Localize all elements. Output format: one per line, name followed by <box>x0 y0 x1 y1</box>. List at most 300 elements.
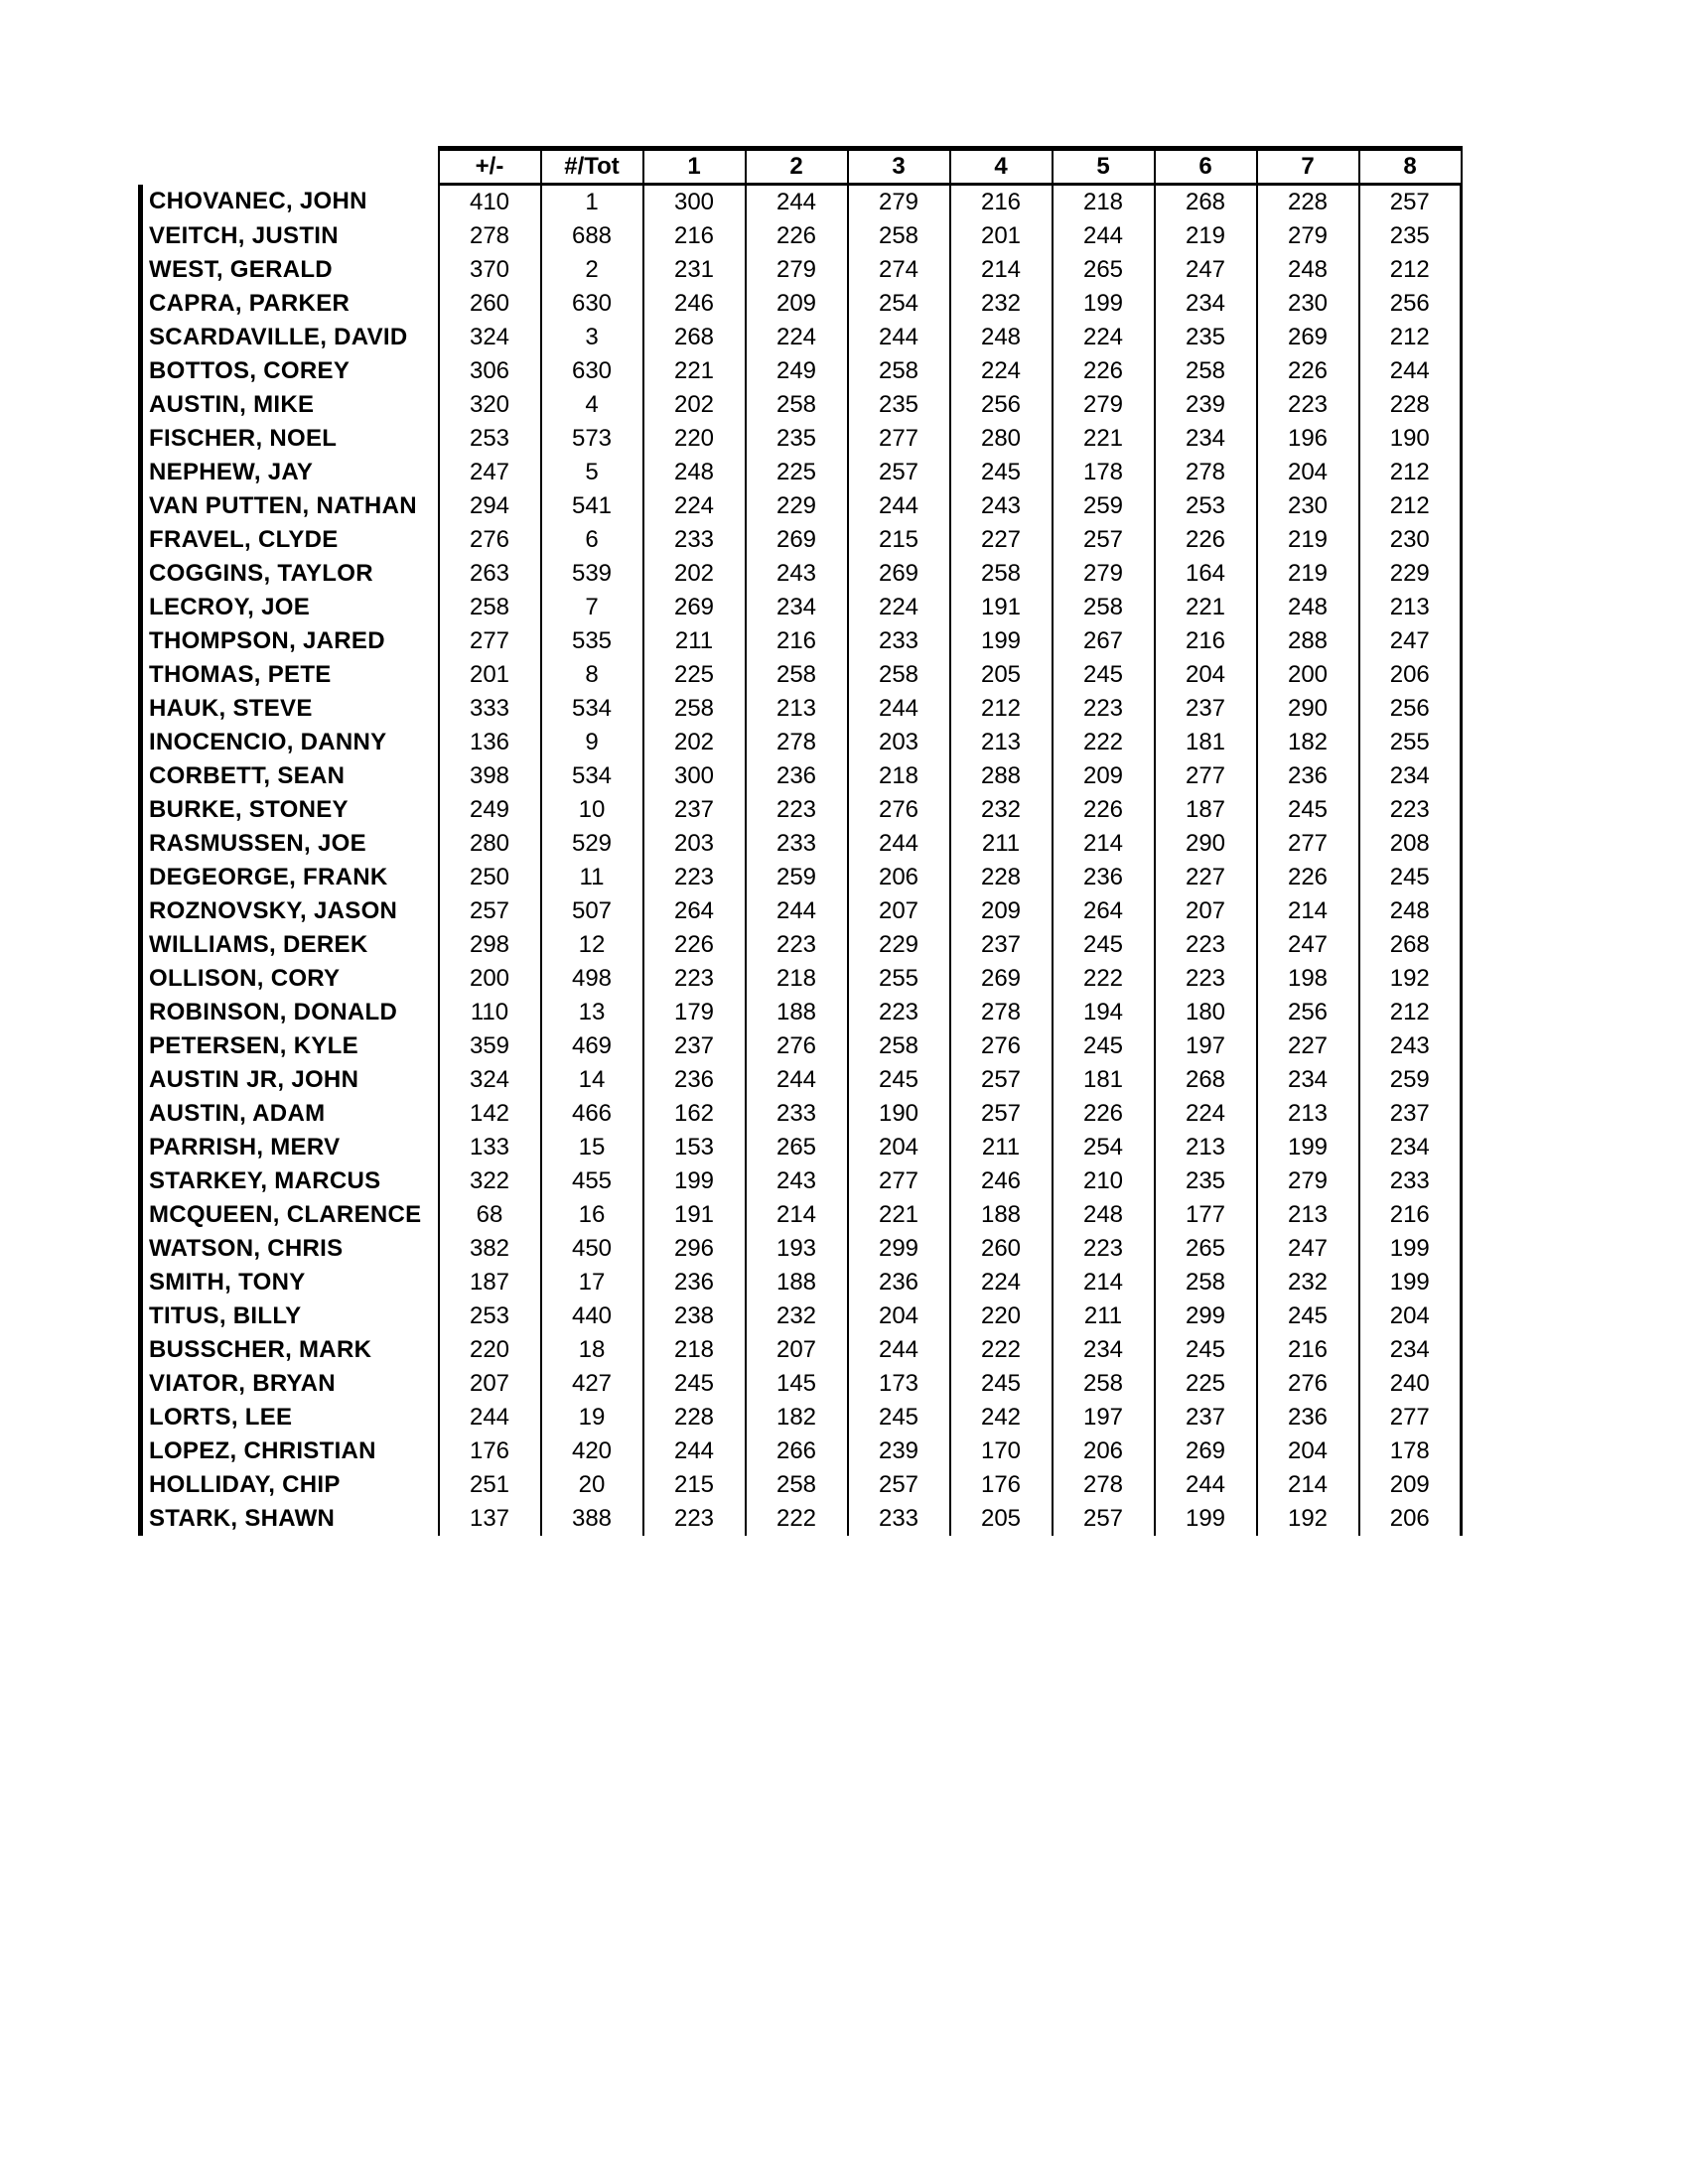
game-score-cell: 216 <box>643 219 746 253</box>
table-row <box>141 1299 1462 1333</box>
game-score-cell: 276 <box>848 793 950 827</box>
position-total-cell: 534 <box>541 759 643 793</box>
game-score-cell: 226 <box>1053 793 1155 827</box>
game-score-cell: 214 <box>1053 1266 1155 1299</box>
position-total-cell: 13 <box>541 996 643 1029</box>
game-score-cell: 256 <box>1359 692 1462 726</box>
game-score-cell: 218 <box>746 962 848 996</box>
bowler-name: THOMAS, PETE <box>141 658 439 692</box>
game-score-cell: 258 <box>1053 591 1155 624</box>
bowler-name: VEITCH, JUSTIN <box>141 219 439 253</box>
game-score-cell: 216 <box>1155 624 1257 658</box>
bowler-name: NEPHEW, JAY <box>141 456 439 489</box>
position-total-cell: 420 <box>541 1434 643 1468</box>
game-score-cell: 197 <box>1053 1401 1155 1434</box>
game-score-cell: 288 <box>1257 624 1359 658</box>
position-total-cell: 19 <box>541 1401 643 1434</box>
game-score-cell: 242 <box>950 1401 1053 1434</box>
game-score-cell: 257 <box>848 456 950 489</box>
table-row <box>141 489 1462 523</box>
table-row <box>141 1131 1462 1164</box>
game-score-cell: 199 <box>1257 1131 1359 1164</box>
game-score-cell: 213 <box>1257 1097 1359 1131</box>
bowler-name: BOTTOS, COREY <box>141 354 439 388</box>
game-score-cell: 279 <box>1053 388 1155 422</box>
game-score-cell: 265 <box>1053 253 1155 287</box>
table-row <box>141 996 1462 1029</box>
position-total-cell: 16 <box>541 1198 643 1232</box>
game-score-cell: 199 <box>1359 1266 1462 1299</box>
game-score-cell: 279 <box>848 185 950 220</box>
game-score-cell: 237 <box>643 793 746 827</box>
game-score-cell: 188 <box>746 1266 848 1299</box>
game-score-cell: 216 <box>746 624 848 658</box>
game-score-cell: 236 <box>1257 1401 1359 1434</box>
bowler-name: INOCENCIO, DANNY <box>141 726 439 759</box>
game-score-cell: 204 <box>1155 658 1257 692</box>
game-score-cell: 228 <box>950 861 1053 894</box>
game-score-cell: 207 <box>848 894 950 928</box>
game-score-cell: 279 <box>1257 219 1359 253</box>
plus-minus-cell: 207 <box>439 1367 541 1401</box>
plus-minus-cell: 277 <box>439 624 541 658</box>
table-row <box>141 557 1462 591</box>
bowler-name: RASMUSSEN, JOE <box>141 827 439 861</box>
game-score-cell: 226 <box>1257 354 1359 388</box>
game-score-cell: 246 <box>950 1164 1053 1198</box>
game-score-cell: 254 <box>848 287 950 321</box>
game-score-cell: 182 <box>746 1401 848 1434</box>
table-row <box>141 523 1462 557</box>
game-score-cell: 245 <box>643 1367 746 1401</box>
position-total-cell: 4 <box>541 388 643 422</box>
game-score-cell: 179 <box>643 996 746 1029</box>
game-score-cell: 268 <box>1359 928 1462 962</box>
game-score-cell: 188 <box>746 996 848 1029</box>
game-score-cell: 245 <box>950 456 1053 489</box>
game-score-cell: 278 <box>1155 456 1257 489</box>
plus-minus-cell: 176 <box>439 1434 541 1468</box>
table-row <box>141 692 1462 726</box>
game-score-cell: 199 <box>1053 287 1155 321</box>
game-score-cell: 245 <box>1257 793 1359 827</box>
game-score-cell: 237 <box>950 928 1053 962</box>
game-score-cell: 194 <box>1053 996 1155 1029</box>
game-score-cell: 277 <box>1155 759 1257 793</box>
bowler-name: FRAVEL, CLYDE <box>141 523 439 557</box>
game-score-cell: 277 <box>848 1164 950 1198</box>
game-score-cell: 226 <box>1155 523 1257 557</box>
game-score-cell: 213 <box>746 692 848 726</box>
table-row <box>141 1063 1462 1097</box>
game-score-cell: 162 <box>643 1097 746 1131</box>
game-score-cell: 223 <box>1053 1232 1155 1266</box>
game-score-cell: 258 <box>848 354 950 388</box>
game-score-cell: 207 <box>1155 894 1257 928</box>
game-score-cell: 177 <box>1155 1198 1257 1232</box>
game-score-cell: 280 <box>950 422 1053 456</box>
game-score-cell: 253 <box>1155 489 1257 523</box>
game-score-cell: 258 <box>1155 1266 1257 1299</box>
game-score-cell: 235 <box>746 422 848 456</box>
game-score-cell: 256 <box>1359 287 1462 321</box>
game-score-cell: 214 <box>746 1198 848 1232</box>
game-score-cell: 233 <box>848 624 950 658</box>
position-total-cell: 5 <box>541 456 643 489</box>
table-row <box>141 1333 1462 1367</box>
game-score-cell: 214 <box>1257 894 1359 928</box>
bowler-name: STARKEY, MARCUS <box>141 1164 439 1198</box>
game-score-cell: 225 <box>643 658 746 692</box>
game-score-cell: 216 <box>950 185 1053 220</box>
game-score-cell: 201 <box>950 219 1053 253</box>
game-score-cell: 223 <box>848 996 950 1029</box>
game-score-cell: 244 <box>848 489 950 523</box>
game-score-cell: 192 <box>1257 1502 1359 1536</box>
position-total-cell: 573 <box>541 422 643 456</box>
game-score-cell: 199 <box>643 1164 746 1198</box>
game-score-cell: 245 <box>1053 1029 1155 1063</box>
game-score-cell: 221 <box>643 354 746 388</box>
table-row <box>141 759 1462 793</box>
game-score-cell: 223 <box>1359 793 1462 827</box>
game-score-cell: 218 <box>643 1333 746 1367</box>
game-score-cell: 232 <box>746 1299 848 1333</box>
game-score-cell: 258 <box>848 658 950 692</box>
game-score-cell: 226 <box>643 928 746 962</box>
game-score-cell: 244 <box>746 1063 848 1097</box>
plus-minus-cell: 370 <box>439 253 541 287</box>
game-score-cell: 209 <box>950 894 1053 928</box>
bowler-name: COGGINS, TAYLOR <box>141 557 439 591</box>
bowler-name: PARRISH, MERV <box>141 1131 439 1164</box>
game-score-cell: 214 <box>950 253 1053 287</box>
game-score-cell: 173 <box>848 1367 950 1401</box>
bowler-name: ROBINSON, DONALD <box>141 996 439 1029</box>
game-score-cell: 236 <box>848 1266 950 1299</box>
position-total-cell: 427 <box>541 1367 643 1401</box>
game-score-cell: 224 <box>1155 1097 1257 1131</box>
bowler-name: STARK, SHAWN <box>141 1502 439 1536</box>
position-total-cell: 3 <box>541 321 643 354</box>
game-score-cell: 209 <box>1053 759 1155 793</box>
game-score-cell: 176 <box>950 1468 1053 1502</box>
game-score-cell: 245 <box>848 1401 950 1434</box>
game-score-cell: 244 <box>643 1434 746 1468</box>
game-score-cell: 213 <box>1155 1131 1257 1164</box>
table-row <box>141 1502 1462 1536</box>
game-score-cell: 180 <box>1155 996 1257 1029</box>
column-header: 6 <box>1155 149 1257 185</box>
game-score-cell: 223 <box>643 962 746 996</box>
game-score-cell: 211 <box>643 624 746 658</box>
bowler-name: OLLISON, CORY <box>141 962 439 996</box>
game-score-cell: 248 <box>1257 253 1359 287</box>
game-score-cell: 234 <box>1257 1063 1359 1097</box>
game-score-cell: 219 <box>1257 557 1359 591</box>
game-score-cell: 227 <box>1257 1029 1359 1063</box>
bowler-name: LOPEZ, CHRISTIAN <box>141 1434 439 1468</box>
game-score-cell: 268 <box>1155 1063 1257 1097</box>
game-score-cell: 274 <box>848 253 950 287</box>
bowler-name: TITUS, BILLY <box>141 1299 439 1333</box>
game-score-cell: 224 <box>848 591 950 624</box>
position-total-cell: 535 <box>541 624 643 658</box>
game-score-cell: 200 <box>1257 658 1359 692</box>
game-score-cell: 248 <box>1359 894 1462 928</box>
game-score-cell: 259 <box>1359 1063 1462 1097</box>
game-score-cell: 254 <box>1053 1131 1155 1164</box>
game-score-cell: 269 <box>643 591 746 624</box>
table-row <box>141 928 1462 962</box>
position-total-cell: 10 <box>541 793 643 827</box>
game-score-cell: 233 <box>1359 1164 1462 1198</box>
game-score-cell: 190 <box>1359 422 1462 456</box>
game-score-cell: 233 <box>848 1502 950 1536</box>
game-score-cell: 216 <box>1359 1198 1462 1232</box>
game-score-cell: 277 <box>1257 827 1359 861</box>
game-score-cell: 223 <box>1155 962 1257 996</box>
game-score-cell: 191 <box>643 1198 746 1232</box>
table-row <box>141 658 1462 692</box>
game-score-cell: 256 <box>950 388 1053 422</box>
game-score-cell: 277 <box>848 422 950 456</box>
game-score-cell: 245 <box>1053 658 1155 692</box>
game-score-cell: 255 <box>848 962 950 996</box>
game-score-cell: 247 <box>1257 928 1359 962</box>
plus-minus-cell: 137 <box>439 1502 541 1536</box>
game-score-cell: 226 <box>1053 1097 1155 1131</box>
plus-minus-cell: 253 <box>439 1299 541 1333</box>
game-score-cell: 205 <box>950 658 1053 692</box>
game-score-cell: 264 <box>1053 894 1155 928</box>
game-score-cell: 210 <box>1053 1164 1155 1198</box>
game-score-cell: 247 <box>1359 624 1462 658</box>
game-score-cell: 258 <box>848 1029 950 1063</box>
game-score-cell: 257 <box>1359 185 1462 220</box>
bowler-name: AUSTIN, ADAM <box>141 1097 439 1131</box>
bowler-name: AUSTIN, MIKE <box>141 388 439 422</box>
bowler-name: LECROY, JOE <box>141 591 439 624</box>
game-score-cell: 236 <box>746 759 848 793</box>
table-row <box>141 1232 1462 1266</box>
game-score-cell: 215 <box>643 1468 746 1502</box>
column-header: 8 <box>1359 149 1462 185</box>
bowler-name: AUSTIN JR, JOHN <box>141 1063 439 1097</box>
game-score-cell: 244 <box>746 894 848 928</box>
game-score-cell: 213 <box>1257 1198 1359 1232</box>
game-score-cell: 212 <box>1359 489 1462 523</box>
game-score-cell: 221 <box>1155 591 1257 624</box>
plus-minus-cell: 398 <box>439 759 541 793</box>
game-score-cell: 203 <box>848 726 950 759</box>
plus-minus-cell: 276 <box>439 523 541 557</box>
game-score-cell: 258 <box>746 388 848 422</box>
plus-minus-cell: 68 <box>439 1198 541 1232</box>
game-score-cell: 206 <box>1053 1434 1155 1468</box>
game-score-cell: 229 <box>1359 557 1462 591</box>
bowler-name: VAN PUTTEN, NATHAN <box>141 489 439 523</box>
game-score-cell: 212 <box>1359 456 1462 489</box>
plus-minus-cell: 200 <box>439 962 541 996</box>
game-score-cell: 234 <box>1155 287 1257 321</box>
game-score-cell: 234 <box>1155 422 1257 456</box>
bowler-name: HOLLIDAY, CHIP <box>141 1468 439 1502</box>
game-score-cell: 234 <box>1359 759 1462 793</box>
plus-minus-cell: 136 <box>439 726 541 759</box>
game-score-cell: 224 <box>1053 321 1155 354</box>
table-row <box>141 1266 1462 1299</box>
game-score-cell: 230 <box>1257 489 1359 523</box>
plus-minus-cell: 247 <box>439 456 541 489</box>
bowler-name: LORTS, LEE <box>141 1401 439 1434</box>
game-score-cell: 231 <box>643 253 746 287</box>
game-score-cell: 204 <box>848 1131 950 1164</box>
plus-minus-cell: 253 <box>439 422 541 456</box>
game-score-cell: 206 <box>848 861 950 894</box>
game-score-cell: 276 <box>746 1029 848 1063</box>
game-score-cell: 224 <box>643 489 746 523</box>
game-score-cell: 224 <box>950 354 1053 388</box>
table-row <box>141 1468 1462 1502</box>
game-score-cell: 279 <box>1053 557 1155 591</box>
position-total-cell: 450 <box>541 1232 643 1266</box>
game-score-cell: 221 <box>1053 422 1155 456</box>
game-score-cell: 239 <box>848 1434 950 1468</box>
game-score-cell: 278 <box>746 726 848 759</box>
plus-minus-cell: 260 <box>439 287 541 321</box>
plus-minus-cell: 258 <box>439 591 541 624</box>
game-score-cell: 225 <box>746 456 848 489</box>
table-body <box>141 185 1462 1537</box>
position-total-cell: 7 <box>541 591 643 624</box>
game-score-cell: 258 <box>643 692 746 726</box>
game-score-cell: 257 <box>950 1063 1053 1097</box>
game-score-cell: 247 <box>1155 253 1257 287</box>
table-row <box>141 962 1462 996</box>
table-row <box>141 253 1462 287</box>
plus-minus-cell: 278 <box>439 219 541 253</box>
table-row <box>141 1367 1462 1401</box>
game-score-cell: 216 <box>1257 1333 1359 1367</box>
game-score-cell: 178 <box>1053 456 1155 489</box>
column-header: 4 <box>950 149 1053 185</box>
game-score-cell: 193 <box>746 1232 848 1266</box>
game-score-cell: 228 <box>643 1401 746 1434</box>
game-score-cell: 209 <box>1359 1468 1462 1502</box>
table-row <box>141 591 1462 624</box>
plus-minus-cell: 333 <box>439 692 541 726</box>
bowler-name: SCARDAVILLE, DAVID <box>141 321 439 354</box>
table-row <box>141 1198 1462 1232</box>
game-score-cell: 213 <box>950 726 1053 759</box>
game-score-cell: 226 <box>746 219 848 253</box>
game-score-cell: 204 <box>1257 456 1359 489</box>
game-score-cell: 202 <box>643 557 746 591</box>
game-score-cell: 202 <box>643 726 746 759</box>
position-total-cell: 11 <box>541 861 643 894</box>
game-score-cell: 232 <box>950 287 1053 321</box>
game-score-cell: 279 <box>746 253 848 287</box>
table-header <box>141 149 1462 185</box>
game-score-cell: 258 <box>1155 354 1257 388</box>
game-score-cell: 227 <box>950 523 1053 557</box>
game-score-cell: 224 <box>746 321 848 354</box>
game-score-cell: 245 <box>1053 928 1155 962</box>
game-score-cell: 220 <box>950 1299 1053 1333</box>
game-score-cell: 214 <box>1257 1468 1359 1502</box>
game-score-cell: 233 <box>643 523 746 557</box>
plus-minus-cell: 294 <box>439 489 541 523</box>
game-score-cell: 248 <box>1053 1198 1155 1232</box>
table-row <box>141 793 1462 827</box>
table-row <box>141 321 1462 354</box>
game-score-cell: 235 <box>848 388 950 422</box>
game-score-cell: 257 <box>1053 1502 1155 1536</box>
plus-minus-cell: 244 <box>439 1401 541 1434</box>
position-total-cell: 455 <box>541 1164 643 1198</box>
column-header: 5 <box>1053 149 1155 185</box>
game-score-cell: 188 <box>950 1198 1053 1232</box>
bowler-name: BUSSCHER, MARK <box>141 1333 439 1367</box>
game-score-cell: 237 <box>1155 692 1257 726</box>
game-score-cell: 236 <box>643 1266 746 1299</box>
game-score-cell: 257 <box>950 1097 1053 1131</box>
game-score-cell: 268 <box>1155 185 1257 220</box>
table-row <box>141 894 1462 928</box>
game-score-cell: 258 <box>746 1468 848 1502</box>
game-score-cell: 202 <box>643 388 746 422</box>
game-score-cell: 265 <box>746 1131 848 1164</box>
position-total-cell: 529 <box>541 827 643 861</box>
game-score-cell: 153 <box>643 1131 746 1164</box>
position-total-cell: 9 <box>541 726 643 759</box>
header-cell-name-blank <box>141 149 439 185</box>
game-score-cell: 211 <box>950 1131 1053 1164</box>
game-score-cell: 245 <box>848 1063 950 1097</box>
game-score-cell: 232 <box>1257 1266 1359 1299</box>
game-score-cell: 212 <box>1359 996 1462 1029</box>
table-row <box>141 624 1462 658</box>
game-score-cell: 190 <box>848 1097 950 1131</box>
plus-minus-cell: 249 <box>439 793 541 827</box>
game-score-cell: 223 <box>1053 692 1155 726</box>
game-score-cell: 237 <box>643 1029 746 1063</box>
game-score-cell: 258 <box>746 658 848 692</box>
bowler-name: VIATOR, BRYAN <box>141 1367 439 1401</box>
plus-minus-cell: 187 <box>439 1266 541 1299</box>
game-score-cell: 246 <box>643 287 746 321</box>
game-score-cell: 212 <box>950 692 1053 726</box>
game-score-cell: 181 <box>1155 726 1257 759</box>
game-score-cell: 222 <box>1053 726 1155 759</box>
game-score-cell: 170 <box>950 1434 1053 1468</box>
game-score-cell: 222 <box>1053 962 1155 996</box>
game-score-cell: 244 <box>1155 1468 1257 1502</box>
plus-minus-cell: 201 <box>439 658 541 692</box>
game-score-cell: 212 <box>1359 253 1462 287</box>
bowler-name: SMITH, TONY <box>141 1266 439 1299</box>
game-score-cell: 223 <box>1155 928 1257 962</box>
game-score-cell: 238 <box>643 1299 746 1333</box>
bowler-name: FISCHER, NOEL <box>141 422 439 456</box>
game-score-cell: 219 <box>1257 523 1359 557</box>
game-score-cell: 245 <box>1359 861 1462 894</box>
game-score-cell: 265 <box>1155 1232 1257 1266</box>
game-score-cell: 244 <box>848 1333 950 1367</box>
game-score-cell: 269 <box>950 962 1053 996</box>
plus-minus-cell: 142 <box>439 1097 541 1131</box>
